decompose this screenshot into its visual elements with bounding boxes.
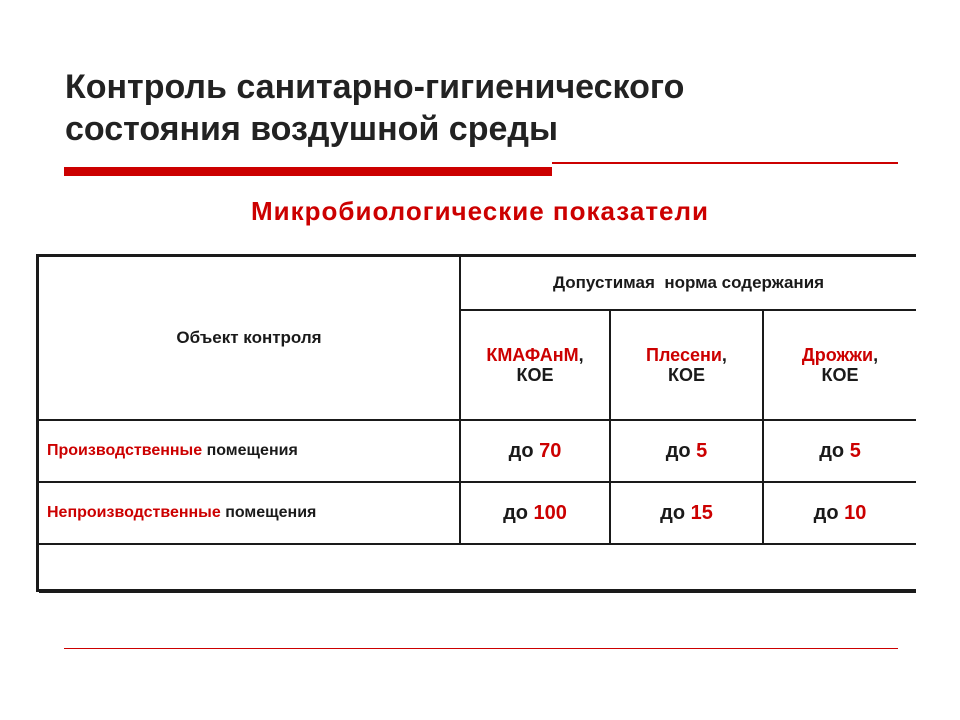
empty-cell: [39, 544, 916, 592]
column-name: КМАФАнМ: [486, 345, 579, 365]
object-header: [39, 257, 460, 420]
column-unit: КОЕ: [668, 365, 705, 385]
norms-table-frame: [36, 254, 916, 592]
column-header-molds: Плесени, КОЕ: [610, 310, 763, 420]
value-prefix: до: [508, 439, 534, 462]
value-cell: [460, 420, 610, 482]
norms-table: [39, 257, 916, 593]
value-cell: [763, 482, 916, 544]
row-label-highlight: Производственные: [47, 442, 203, 459]
footer-rule: [64, 648, 898, 649]
row-label-rest: помещения: [225, 504, 317, 521]
value-number: 70: [539, 439, 562, 462]
slide-title: [65, 66, 895, 150]
value-cell: [460, 482, 610, 544]
value-prefix: до: [503, 501, 528, 524]
row-label-rest: помещения: [206, 442, 298, 459]
table-subtitle: Микробиологические показатели: [250, 196, 710, 226]
value-cell: [610, 482, 763, 544]
value-prefix: до: [813, 501, 839, 524]
title-line-1: Контроль санитарно-гигиенического: [65, 68, 685, 106]
value-number: 5: [849, 439, 861, 462]
value-cell: [610, 420, 763, 482]
value-prefix: до: [660, 501, 686, 524]
table-row: [39, 482, 916, 544]
row-label: [39, 420, 460, 482]
value-number: 5: [696, 439, 708, 462]
norm-header: [460, 257, 916, 310]
column-header-kmafanm: КМАФАнМ, КОЕ: [460, 310, 610, 420]
object-header-label: Объект контроля: [176, 328, 322, 347]
norm-header-label: Допустимая норма содержания: [552, 273, 825, 292]
value-cell: [763, 420, 916, 482]
value-prefix: до: [665, 439, 691, 462]
table-row: [39, 420, 916, 482]
title-rule-thin: [552, 162, 898, 164]
column-unit: КОЕ: [516, 365, 554, 385]
column-header-yeasts: Дрожжи, КОЕ: [763, 310, 916, 420]
value-number: 100: [533, 501, 567, 524]
value-number: 15: [690, 501, 713, 524]
row-label: [39, 482, 460, 544]
title-rule-thick: [64, 167, 552, 176]
value-prefix: до: [819, 439, 845, 462]
column-name: Плесени: [646, 345, 722, 365]
column-unit: КОЕ: [821, 365, 859, 385]
title-line-2: состояния воздушной среды: [65, 110, 558, 148]
value-number: 10: [844, 501, 867, 524]
column-name: Дрожжи: [801, 345, 874, 365]
empty-table-row: [39, 544, 916, 592]
row-label-highlight: Непроизводственные: [47, 504, 221, 521]
